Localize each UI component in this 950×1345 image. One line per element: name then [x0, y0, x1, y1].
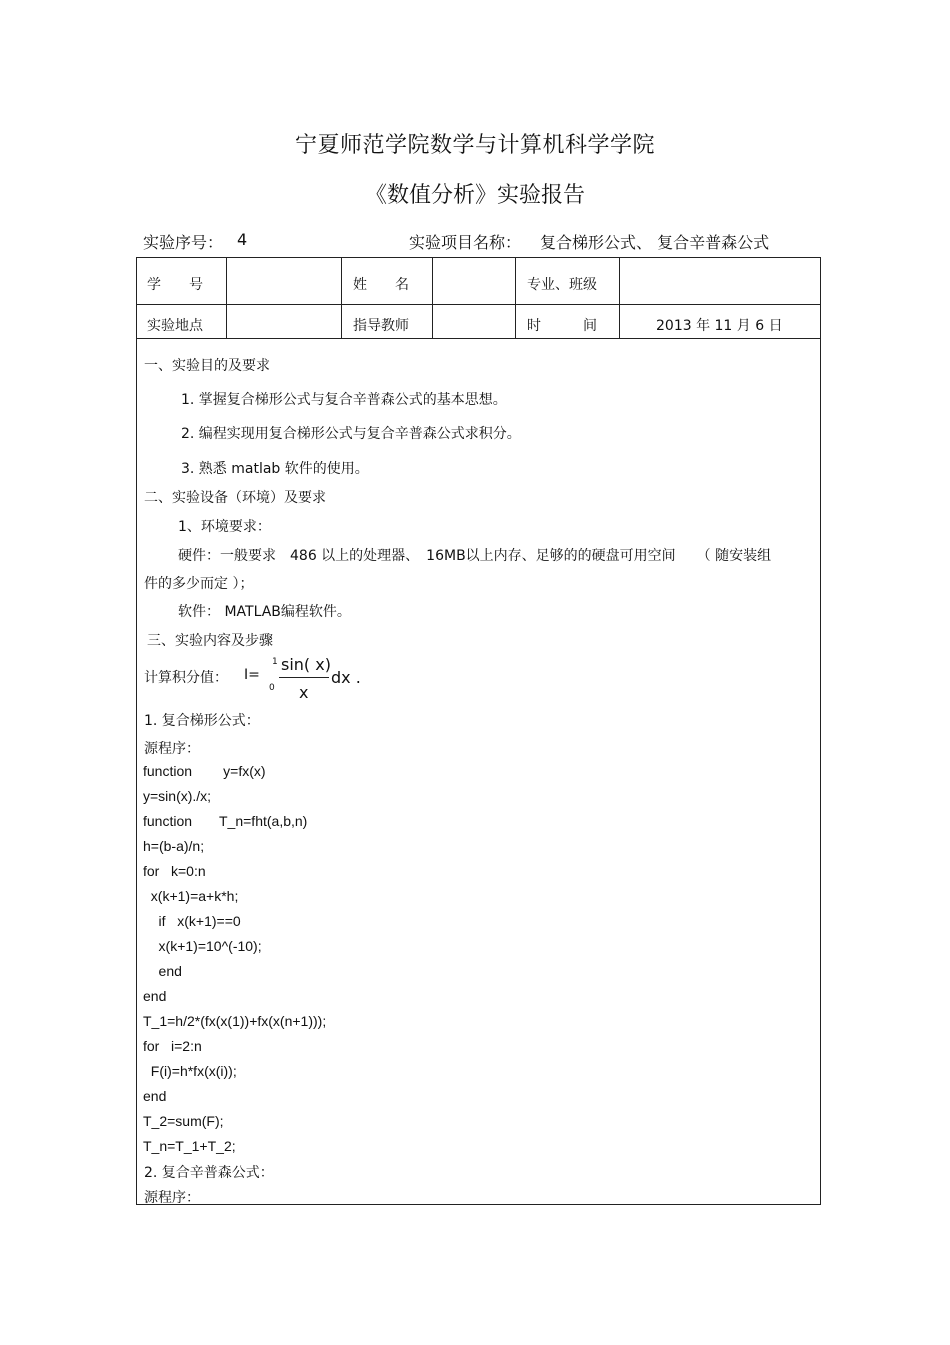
code-line: end	[143, 988, 167, 1004]
student-id-label: 学 号	[147, 277, 203, 293]
name-label: 姓 名	[353, 277, 409, 293]
section-3-title: 三、实验内容及步骤	[147, 633, 273, 649]
major-class-label: 专业、班级	[527, 277, 597, 293]
school-name: 宁夏师范学院数学与计算机科学学院	[294, 133, 655, 158]
fraction-numerator: sin( x)	[281, 655, 331, 674]
column-divider	[432, 258, 433, 338]
objective-item: 2. 编程实现用复合梯形公式与复合辛普森公式求积分。	[181, 426, 521, 442]
experiment-date: 2013 年 11 月 6 日	[656, 318, 783, 334]
code-line: F(i)=h*fx(x(i));	[143, 1063, 237, 1079]
fraction-bar	[279, 677, 329, 678]
section-1-title: 一、实验目的及要求	[144, 358, 270, 374]
code-line: for k=0:n	[143, 863, 206, 879]
row-divider	[137, 304, 820, 305]
project-name: 复合梯形公式、 复合辛普森公式	[540, 233, 770, 252]
teacher-label: 指导教师	[353, 318, 409, 334]
integral-lower-bound: 0	[269, 683, 275, 693]
fraction-denominator: x	[299, 683, 309, 702]
code-line: T_2=sum(F);	[143, 1113, 224, 1129]
trapezoid-title: 1. 复合梯形公式：	[144, 713, 260, 729]
hardware-requirement: 硬件：一般要求 486 以上的处理器、 16MB以上内存、足够的的硬盘可用空间 （ 随安装组	[178, 548, 772, 564]
section-2-title: 二、实验设备（环境）及要求	[144, 490, 326, 506]
integral-upper-bound: 1	[272, 657, 278, 667]
code-line: h=(b-a)/n;	[143, 838, 205, 854]
location-label: 实验地点	[147, 318, 203, 334]
software-requirement: 软件： MATLAB编程软件。	[178, 604, 351, 620]
code-line: for i=2:n	[143, 1038, 202, 1054]
environment-label: 1、环境要求：	[178, 519, 271, 535]
code-line: if x(k+1)==0	[143, 913, 241, 929]
code-line: y=sin(x)./x;	[143, 788, 212, 804]
code-line: x(k+1)=10^(-10);	[143, 938, 262, 954]
column-divider	[226, 258, 227, 338]
code-line: end	[143, 1088, 167, 1104]
column-divider	[515, 258, 516, 338]
experiment-number-label: 实验序号：	[143, 233, 224, 252]
integral-symbol-I: I=	[244, 667, 260, 683]
column-divider	[341, 258, 342, 338]
code-line: x(k+1)=a+k*h;	[143, 888, 239, 904]
column-divider	[619, 258, 620, 338]
code-line: end	[143, 963, 182, 979]
source-code-label-2: 源程序：	[144, 1190, 200, 1206]
code-line: T_n=T_1+T_2;	[143, 1138, 236, 1154]
objective-item: 3. 熟悉 matlab 软件的使用。	[181, 461, 369, 477]
hardware-requirement-cont: 件的多少而定 ）；	[144, 576, 254, 592]
simpson-title: 2. 复合辛普森公式：	[144, 1165, 274, 1181]
report-title: 《数值分析》实验报告	[364, 183, 585, 208]
source-code-label: 源程序：	[144, 741, 200, 757]
code-line: T_1=h/2*(fx(x(1))+fx(x(n+1)));	[143, 1013, 327, 1029]
code-line: function T_n=fht(a,b,n)	[143, 813, 308, 829]
time-label: 时 间	[527, 318, 597, 334]
experiment-number: 4	[237, 230, 248, 249]
integral-dx: dx .	[331, 668, 361, 687]
project-name-label: 实验项目名称：	[409, 233, 522, 252]
code-line: function y=fx(x)	[143, 763, 266, 779]
row-divider	[137, 338, 820, 339]
objective-item: 1. 掌握复合梯形公式与复合辛普森公式的基本思想。	[181, 392, 507, 408]
integral-label: 计算积分值：	[144, 670, 228, 686]
